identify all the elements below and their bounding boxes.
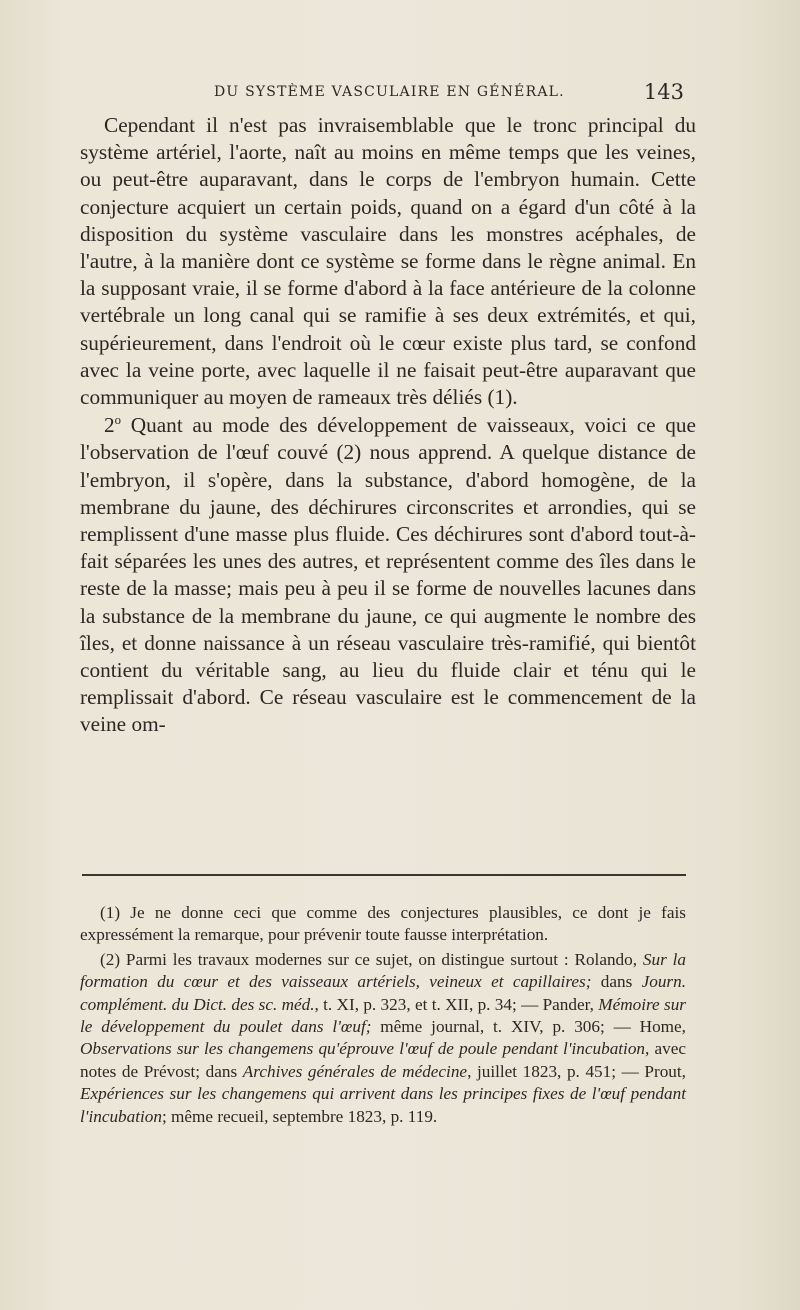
fn2-text: ; même recueil, septembre 1823, p. 119. — [161, 1106, 438, 1126]
fn2-title: Observations sur les changemens qu'éprouve l'œuf de poule pendant l'incubation — [80, 1039, 646, 1059]
fn2-text: , juillet 1823, p. 451; — Prout, — [467, 1061, 686, 1081]
main-text — [80, 112, 696, 739]
paragraph-2-text: Quant au mode des développement de vaisseaux, voici ce que l'observation de l'œuf couvé (2) nous apprend. A quelque distance de l'embryon, il s'opère, dans la substance, d'abord homogène, de la membrane du jaune, des déchirures circonscrites et arrondies, qui se remplissent d'une masse plus fluide. Ces déchirures sont d'abord tout-à-fait séparées les unes des autres, et représentent comme des îles dans le reste de la masse; mais peu à peu il se forme de nouvelles lacunes dans la substance de la membrane du jaune, ce qui augmente le nombre des îles, et donne naissance à un réseau vasculaire très-ramifié, qui bientôt contient du véritable sang, au lieu du fluide clair et ténu qui le remplissait d'abord. Ce réseau vasculaire est le commencement de la veine om- — [80, 413, 696, 737]
footnotes — [80, 902, 686, 1128]
fn2-title: Archives générales de médecine — [242, 1061, 468, 1081]
fn2-title: Expériences sur les changemens qui arrivent dans les principes fixes de l'œuf pendant l'incubation — [80, 1084, 686, 1126]
paragraph-2-number: 2 — [104, 413, 115, 438]
fn2-text: , avec notes de Prévost; dans — [80, 1039, 686, 1081]
header-title: DU SYSTÈME VASCULAIRE EN GÉNÉRAL. — [214, 84, 565, 100]
fn2-title: Journ. complément. du Dict. des sc. méd. — [80, 972, 686, 1014]
paragraph-2 — [80, 412, 696, 738]
footnote-2 — [80, 949, 686, 1128]
fn2-text: dans — [591, 972, 642, 992]
fn2-text: , t. XI, p. 323, et t. XII, p. 34; — Pander, — [314, 994, 599, 1014]
fn2-title: Sur la formation du cœur et des vaisseaux artériels, veineux et capillaires; — [80, 949, 686, 992]
fn2-text: (2) Parmi les travaux modernes sur ce sujet, on distingue surtout : Rolando, — [100, 949, 643, 969]
footnote-1: (1) Je ne donne ceci que comme des conjectures plausibles, ce dont je fais expressément la remarque, pour prévenir toute fausse interprétation. — [80, 903, 686, 945]
page-number: 143 — [643, 80, 684, 104]
fn2-text: même journal, t. XIV, p. 306; — Home, — [371, 1017, 686, 1037]
fn2-title: Mémoire sur le développement du poulet dans l'œuf; — [80, 994, 686, 1037]
footnote-divider — [82, 874, 686, 876]
degree-mark: o — [114, 413, 122, 428]
paragraph-1: Cependant il n'est pas invraisemblable que le tronc principal du système artériel, l'aorte, naît au moins en même temps que les veines, ou peut-être auparavant, dans le corps de l'embryon humain. Cette conjecture acquiert un certain poids, quand on a égard d'un côté à la disposition du système vasculaire dans les monstres acéphales, de l'autre, à la manière dont ce système se forme dans le règne animal. En la supposant vraie, il se forme d'abord à la face antérieure de la colonne vertébrale un long canal qui se ramifie à ses deux extrémités, et qui, supérieurement, dans l'endroit où le cœur existe plus tard, se confond avec la veine porte, avec laquelle il ne faisait peut-être auparavant que communiquer au moyen de rameaux très déliés (1). — [80, 113, 696, 410]
